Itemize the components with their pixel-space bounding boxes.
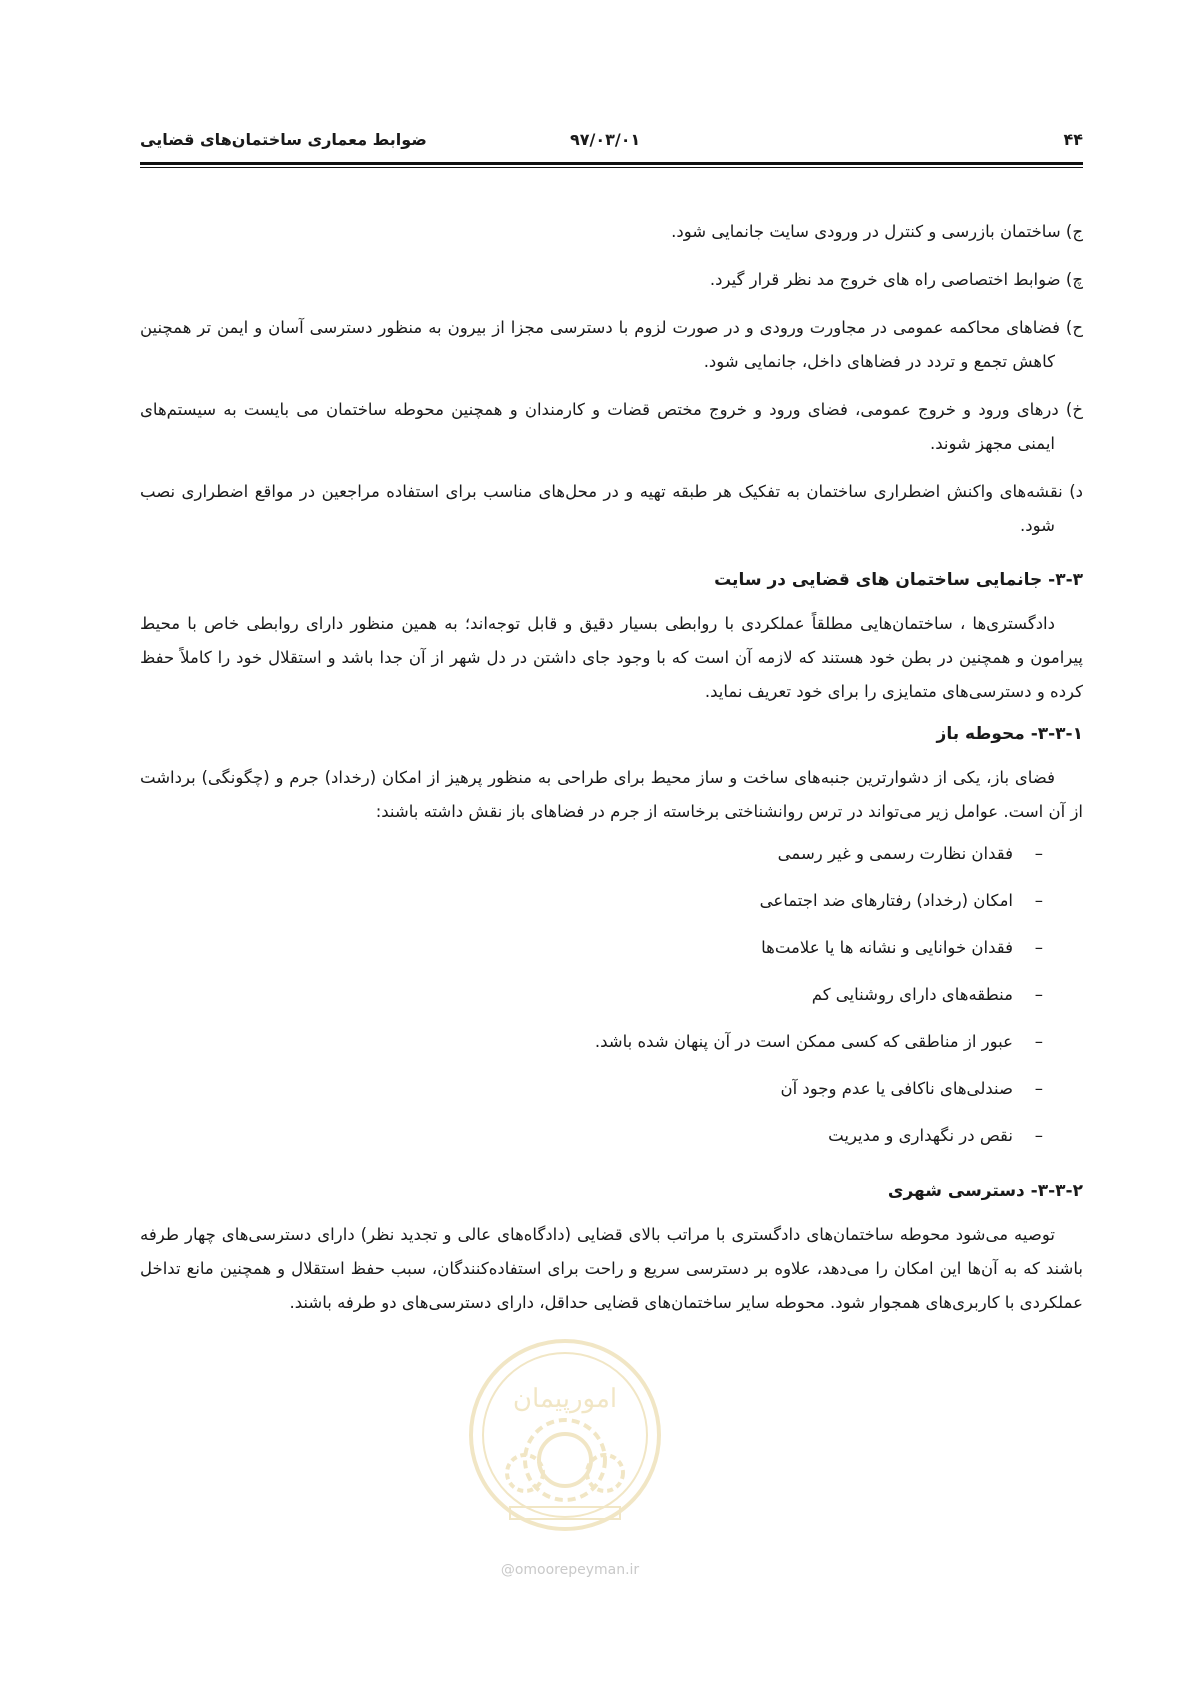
page-header <box>140 128 1083 158</box>
item-marker: ح) <box>1059 318 1084 337</box>
item-text: ضوابط اختصاصی راه های خروج مد نظر قرار گیرد. <box>709 270 1061 289</box>
factor-item <box>140 837 1043 884</box>
bullet-dash: – <box>1034 1032 1043 1051</box>
bullet-dash: – <box>1034 1126 1043 1145</box>
header-date: ۹۷/۰۳/۰۱ <box>570 130 641 149</box>
factor-text: صندلی‌های ناکافی یا عدم وجود آن <box>780 1079 1013 1098</box>
bullet-dash: – <box>1034 985 1043 1004</box>
watermark-url: @omoorepeyman.ir <box>500 1562 640 1578</box>
factor-text: فقدان نظارت رسمی و غیر رسمی <box>777 844 1013 863</box>
header-rule-thick <box>140 162 1083 165</box>
subsection-heading: ۳-۳-۲- دسترسی شهری <box>887 1181 1083 1201</box>
factor-text: امکان (رخداد) رفتارهای ضد اجتماعی <box>759 891 1013 910</box>
factor-text: منطقه‌های دارای روشنایی کم <box>811 985 1013 1004</box>
item-text: فضاهای محاکمه عمومی در مجاورت ورودی و در صورت لزوم با دسترسی مجزا از بیرون به منظور دسترسی آسان و ایمن تر همچنین کاهش تجمع و تردد در فضاهای داخل، جانمایی شود. <box>140 318 1060 371</box>
item-marker: چ) <box>1060 270 1083 289</box>
bullet-dash: – <box>1034 844 1043 863</box>
bullet-dash: – <box>1034 1079 1043 1098</box>
section-heading: ۳-۳- جانمایی ساختمان های قضایی در سایت <box>714 570 1083 590</box>
factor-item <box>140 931 1043 978</box>
subsection-heading: ۳-۳-۱- محوطه باز <box>936 724 1083 744</box>
page-number: ۴۴ <box>1063 130 1083 149</box>
section-paragraph: دادگستری‌ها ، ساختمان‌هایی مطلقاً عملکردی با روابطی بسیار دقیق و قابل توجه‌اند؛ به همین منظور دارای روابطی خاص با محیط پیرامون و همچنین در بطن خود هستند که لازمه آن است که با وجود جای داشتن در دل شهر از آن جدا باشد و استقلال خود را کاملاً حفظ کرده و دسترسی‌های متمایزی را برای خود تعریف نماید. <box>140 614 1083 701</box>
list-item <box>140 475 1083 543</box>
watermark-logo-text: امورپیمان <box>512 1384 618 1414</box>
subsection-paragraph: توصیه می‌شود محوطه ساختمان‌های دادگستری با مراتب بالای قضایی (دادگاه‌های عالی و تجدید نظر) دارای دسترسی‌های چهار طرفه باشند که به آن‌ها این امکان را می‌دهد، علاوه بر دسترسی سریع و راحت برای استفاده‌کنندگان، سبب حفظ استقلال و همچنین مانع تداخل عملکردی با کاربری‌های همجوار شود. محوطه سایر ساختمان‌های قضایی حداقل، دارای دسترسی‌های دو طرفه باشند. <box>140 1225 1083 1312</box>
factor-item <box>140 1025 1043 1072</box>
header-title: ضوابط معماری ساختمان‌های قضایی <box>140 130 427 149</box>
factor-item <box>140 978 1043 1025</box>
subsection-paragraph: فضای باز، یکی از دشوارترین جنبه‌های ساخت و ساز محیط برای طراحی به منظور پرهیز از امکان (رخداد) جرم و (چگونگی) برداشت از آن است. عوامل زیر می‌تواند در ترس روانشناختی برخاسته از جرم در فضاهای باز نقش داشته باشند: <box>140 768 1083 821</box>
header-rule-thin <box>140 167 1083 168</box>
bullet-dash: – <box>1034 938 1043 957</box>
item-text: درهای ورود و خروج عمومی، فضای ورود و خروج مختص قضات و کارمندان و همچنین محوطه ساختمان می بایست به سیستم‌های ایمنی مجهز شوند. <box>140 400 1059 453</box>
watermark-logo <box>465 1335 665 1535</box>
factor-text: فقدان خوانایی و نشانه ها یا علامت‌ها <box>761 938 1013 957</box>
factor-text: نقص در نگهداری و مدیریت <box>828 1126 1013 1145</box>
list-item <box>140 215 1083 249</box>
factor-list <box>140 837 1083 1166</box>
list-item <box>140 311 1083 379</box>
item-marker: د) <box>1062 482 1084 501</box>
item-text: ساختمان بازرسی و کنترل در ورودی سایت جانمایی شود. <box>671 222 1061 241</box>
bullet-dash: – <box>1034 891 1043 910</box>
list-item <box>140 263 1083 297</box>
list-item <box>140 393 1083 461</box>
factor-item <box>140 1072 1043 1119</box>
factor-item <box>140 1119 1043 1166</box>
item-marker: خ) <box>1058 400 1083 419</box>
item-text: نقشه‌های واکنش اضطراری ساختمان به تفکیک هر طبقه تهیه و در محل‌های مناسب برای استفاده مراجعین در مواقع اضطراری نصب شود. <box>140 482 1063 535</box>
page-body <box>140 215 1083 1328</box>
factor-item <box>140 884 1043 931</box>
item-marker: ج) <box>1060 222 1083 241</box>
factor-text: عبور از مناطقی که کسی ممکن است در آن پنهان شده باشد. <box>594 1032 1013 1051</box>
